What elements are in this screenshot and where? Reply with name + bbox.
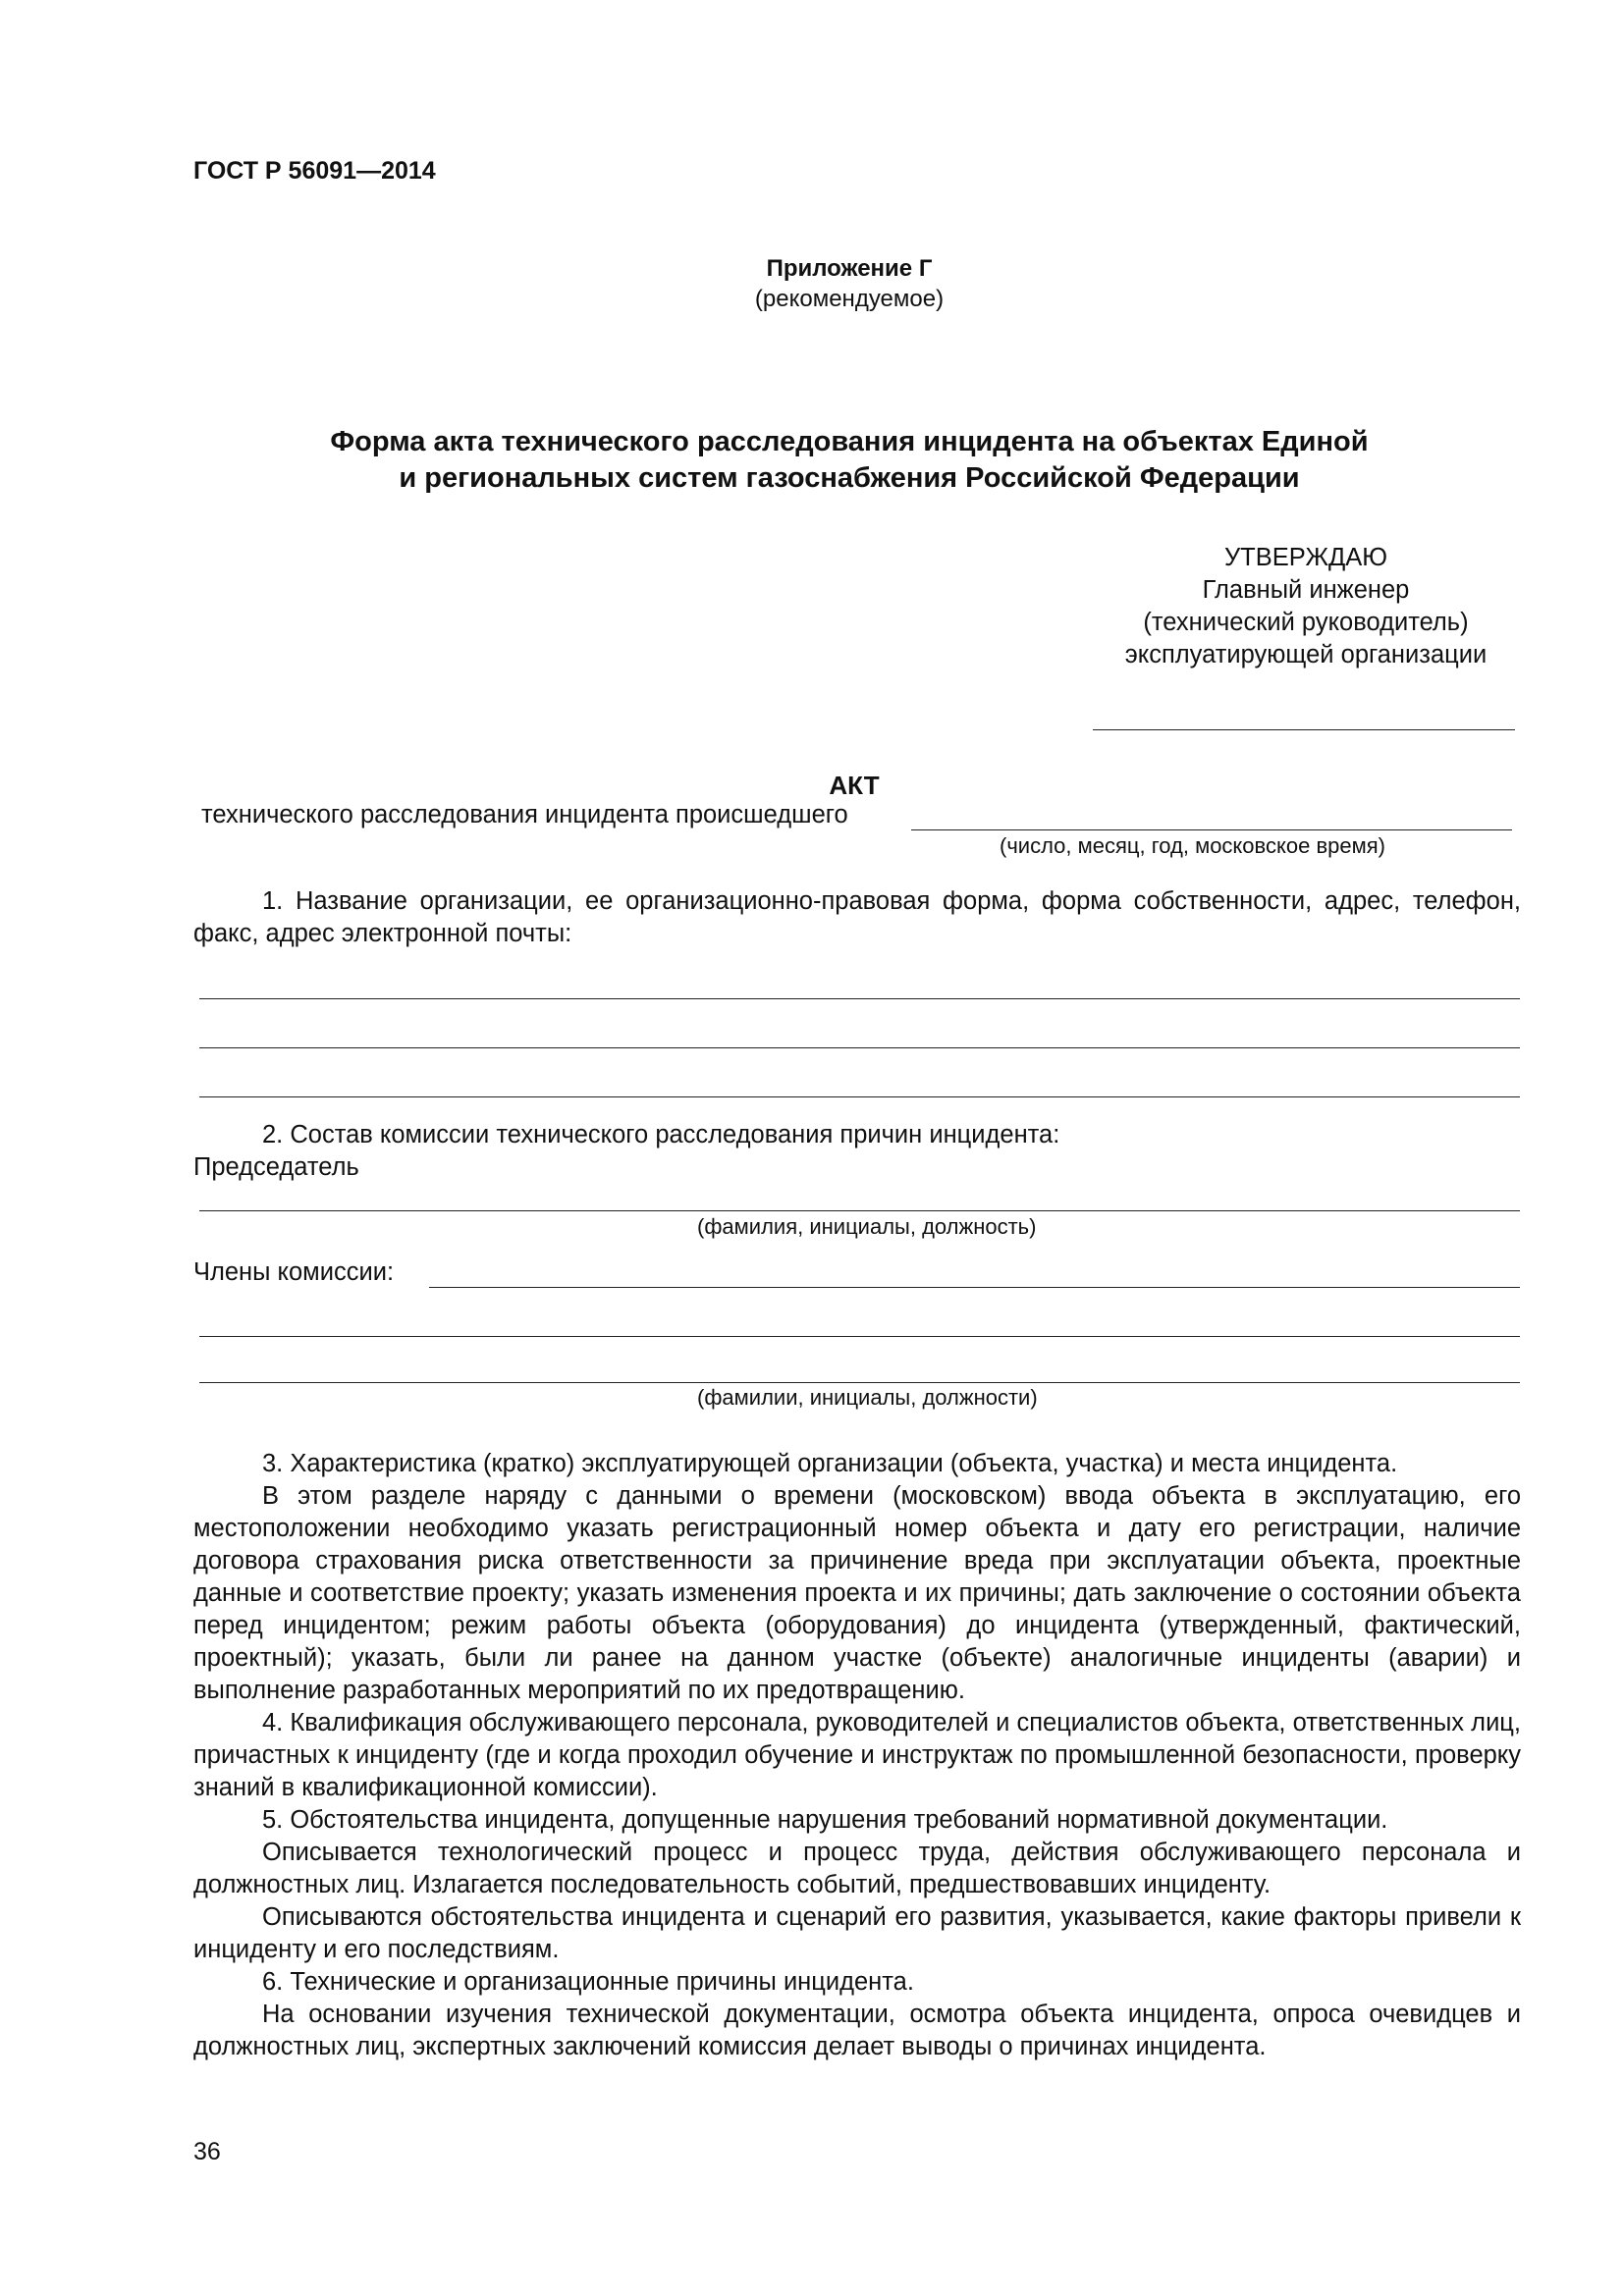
act-date-line: [911, 829, 1512, 830]
approval-block: [1080, 542, 1532, 671]
paragraph-4: 4. Квалификация обслуживающего персонала, руководителей и специалистов объекта, ответственных лиц, причастных к инциденту (где и когда проходил обучение и инструктаж по промышленной безопасности, проверку знаний в квалификационной комиссии).: [193, 1709, 1521, 1801]
paragraph-5-process: Описывается технологический процесс и процесс труда, действия обслуживающего персонала и должностных лиц. Излагается последовательность событий, предшествовавших инциденту.: [193, 1839, 1521, 1898]
chairman-line: [199, 1210, 1520, 1211]
members-label: Члены комиссии:: [193, 1258, 395, 1286]
act-date-caption: (число, месяц, год, московское время): [1000, 833, 1385, 858]
section-1-text: 1. Название организации, ее организационно-правовая форма, форма собственности, адрес, телефон, факс, адрес электронной почты:: [193, 887, 1521, 947]
paragraph-5-circumstances: Описываются обстоятельства инцидента и сценарий его развития, указывается, какие факторы привели к инциденту и его последствиям.: [193, 1903, 1521, 1963]
appendix-title: Приложение Г: [766, 255, 933, 282]
paragraph-6: 6. Технические и организационные причины инцидента.: [262, 1968, 914, 1996]
act-subtitle: технического расследования инцидента происшедшего: [201, 801, 848, 828]
approval-signature-line: [1093, 729, 1515, 730]
members-line-1: [429, 1287, 1520, 1288]
section-2-text: 2. Состав комиссии технического расследования причин инцидента:: [262, 1121, 1060, 1148]
chairman-label: Председатель: [193, 1153, 359, 1181]
form-title-line-1: Форма акта технического расследования инцидента на объектах Единой: [330, 426, 1369, 457]
section-2: [193, 1119, 1521, 1184]
paragraph-6-details: На основании изучения технической документации, осмотра объекта инцидента, опроса очевидцев и должностных лиц, экспертных заключений комиссия делает выводы о причинах инцидента.: [193, 2001, 1521, 2060]
chairman-caption: (фамилия, инициалы, должность): [697, 1214, 1037, 1239]
appendix-status: (рекомендуемое): [754, 286, 945, 312]
paragraph-3: 3. Характеристика (кратко) эксплуатирующей организации (объекта, участка) и места инцидента.: [262, 1450, 1398, 1477]
section-1: [193, 885, 1521, 950]
section-1-blank-line-3: [199, 1096, 1520, 1097]
members-caption: (фамилии, инициалы, должности): [697, 1385, 1038, 1410]
form-title-line-2: и региональных систем газоснабжения Российской Федерации: [399, 462, 1300, 494]
approval-line-3: (технический руководитель): [1143, 609, 1469, 636]
members-line-3: [199, 1382, 1520, 1383]
section-1-blank-line-1: [199, 998, 1520, 999]
paragraph-3-details: В этом разделе наряду с данными о времени (московском) ввода объекта в эксплуатацию, его местоположении необходимо указать регистрационный номер объекта и дату его регистрации, наличие договора страхования риска ответственности за причинение вреда при эксплуатации объекта, проектные данные и соответствие проекту; указать изменения проекта и их причины; дать заключение о состоянии объекта перед инцидентом; режим работы объекта (оборудования) до инцидента (утвержденный, фактический, проектный); указать, были ли ранее на данном участке (объекте) аналогичные инциденты (аварии) и выполнение разработанных мероприятий по их предотвращению.: [193, 1482, 1521, 1704]
approval-line-2: Главный инженер: [1202, 576, 1410, 604]
form-title: [196, 424, 1502, 497]
approval-line-4: эксплуатирующей организации: [1124, 641, 1488, 668]
members-line-2: [199, 1336, 1520, 1337]
page-number: 36: [193, 2138, 221, 2165]
paragraph-5: 5. Обстоятельства инцидента, допущенные нарушения требований нормативной документации.: [262, 1806, 1388, 1834]
approval-line-1: УТВЕРЖДАЮ: [1223, 544, 1388, 571]
section-1-blank-line-2: [199, 1047, 1520, 1048]
act-title: АКТ: [829, 771, 880, 800]
standard-identifier: ГОСТ Р 56091—2014: [193, 157, 436, 185]
body-text: [193, 1448, 1521, 2063]
